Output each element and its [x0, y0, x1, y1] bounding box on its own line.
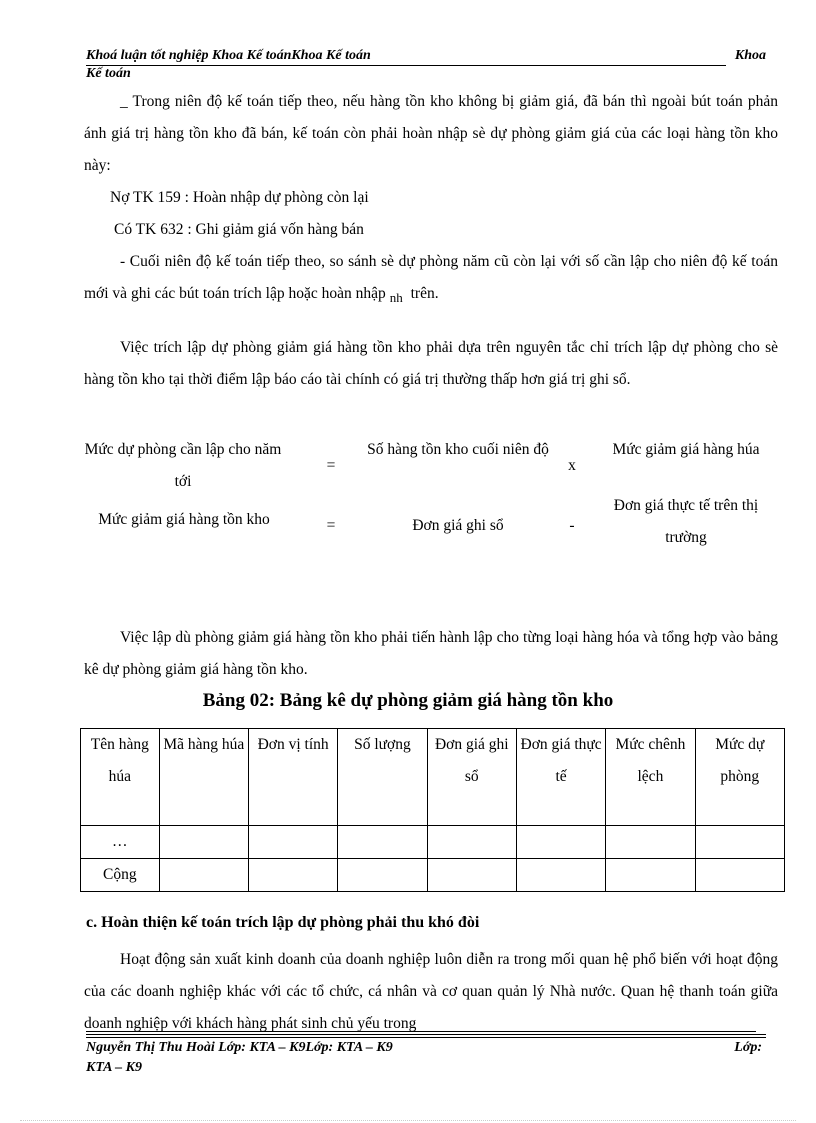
table-cell — [606, 859, 695, 892]
paragraph-receivables: Hoạt động sản xuất kinh doanh của doanh nghiệp luôn diễn ra trong mối quan hệ phổ biến với hoạt động của các doanh nghiệp khác với các tổ chức, cá nhân và cơ quan quản lý Nhà nước. Quan hệ thanh toán giữa doanh nghiệp với khách hàng phát sinh chủ yếu trong — [84, 951, 778, 1032]
table-cell: … — [81, 826, 160, 859]
footer-left-text: Nguyễn Thị Thu Hoài Lớp: KTA – K9Lớp: KTA – K9 — [86, 1040, 393, 1055]
table-cell — [248, 826, 337, 859]
table-cell — [606, 826, 695, 859]
formula-book-price: Đơn giá ghi sổ — [412, 517, 504, 534]
page-bottom-border — [20, 1120, 796, 1121]
page-header — [86, 48, 766, 82]
body-block-2 — [84, 622, 778, 686]
section-heading: c. Hoàn thiện kế toán trích lập dự phòng phải thu khó đòi — [86, 914, 480, 931]
formula-inventory-qty: Số hàng tồn kho cuối niên độ — [367, 441, 549, 458]
formula-multiply: x — [568, 457, 576, 474]
footer-second-line: KTA – K9 — [86, 1060, 143, 1075]
footer-right-text: Lớp: — [734, 1040, 762, 1055]
table-title: Bảng 02: Bảng kê dự phòng giảm giá hàng tồn kho — [202, 690, 614, 711]
formula-equals-1: = — [326, 457, 336, 474]
paragraph-reversal: _ Trong niên độ kế toán tiếp theo, nếu hàng tồn kho không bị giảm giá, đã bán thì ngoài bút toán phản ánh giá trị hàng tồn kho đã bán, kế toán còn phải hoàn nhập sè dự phòng giảm giá của các loại hàng tồn kho này: — [84, 93, 778, 174]
journal-entry-debit: Nợ TK 159 : Hoàn nhập dự phòng còn lại — [110, 189, 369, 206]
formula-market-price: Đơn giá thực tế trên thị trường — [613, 497, 759, 546]
formula-price-drop-level: Mức giảm giá hàng tồn kho — [98, 511, 270, 528]
col-quantity: Số lượng — [338, 729, 427, 826]
paragraph-year-end — [84, 246, 778, 310]
table-cell — [427, 826, 516, 859]
body-block-3 — [84, 944, 778, 1040]
table-cell — [516, 826, 605, 859]
col-provision: Mức dự phòng — [695, 729, 784, 826]
provision-table — [80, 728, 785, 892]
last-line-underline — [86, 1031, 756, 1032]
paragraph-year-end-tail: trên. — [410, 285, 439, 302]
header-left-text: Khoá luận tốt nghiệp Khoa Kế toánKhoa Kế toán — [86, 48, 371, 63]
body-block-1 — [84, 86, 778, 396]
header-rule — [86, 65, 726, 66]
paragraph-schedule: Việc lập dù phòng giảm giá hàng tồn kho phải tiến hành lập cho từng loại hàng hóa và tổng hợp vào bảng kê dự phòng giảm giá hàng tồn kho. — [84, 629, 778, 678]
provision-formula — [78, 434, 778, 574]
table-cell — [695, 826, 784, 859]
table-cell — [159, 826, 248, 859]
col-unit: Đơn vị tính — [248, 729, 337, 826]
col-item-code: Mã hàng húa — [159, 729, 248, 826]
header-right-text: Khoa — [734, 48, 766, 63]
formula-row-2 — [78, 497, 778, 574]
journal-entry-credit: Có TK 632 : Ghi giảm giá vốn hàng bán — [114, 221, 364, 238]
col-book-price: Đơn giá ghi sổ — [427, 729, 516, 826]
table-cell: Cộng — [81, 859, 160, 892]
table-cell — [338, 859, 427, 892]
page-footer — [86, 1038, 766, 1078]
formula-provision-amount: Mức dự phòng cần lập cho năm tới — [84, 441, 282, 490]
header-second-line: Kế toán — [86, 66, 131, 81]
paragraph-year-end-subscript: nh — [389, 290, 403, 305]
paragraph-principle: Việc trích lập dự phòng giảm giá hàng tồn kho phải dựa trên nguyên tắc chỉ trích lập dự phòng cho sè hàng tồn kho tại thời điểm lập báo cáo tài chính có giá trị thường thấp hơn giá trị ghi sổ. — [84, 339, 778, 388]
formula-equals-2: = — [326, 517, 336, 534]
formula-price-drop: Mức giảm giá hàng húa — [612, 441, 760, 458]
col-actual-price: Đơn giá thực tế — [516, 729, 605, 826]
paragraph-year-end-text: - Cuối niên độ kế toán tiếp theo, so sánh sè dự phòng năm cũ còn lại với số cần lập cho niên độ kế toán mới và ghi các bút toán trích lập hoặc hoàn nhập — [84, 253, 778, 302]
formula-minus: - — [569, 517, 575, 534]
table-row-total — [81, 859, 785, 892]
footer-rule-top — [86, 1034, 766, 1035]
table-cell — [248, 859, 337, 892]
col-difference: Mức chênh lệch — [606, 729, 695, 826]
table-cell — [159, 859, 248, 892]
table-cell — [695, 859, 784, 892]
table-cell — [427, 859, 516, 892]
col-item-name: Tên hàng húa — [81, 729, 160, 826]
table-cell — [516, 859, 605, 892]
table-row — [81, 826, 785, 859]
table-cell — [338, 826, 427, 859]
table-header-row — [81, 729, 785, 826]
